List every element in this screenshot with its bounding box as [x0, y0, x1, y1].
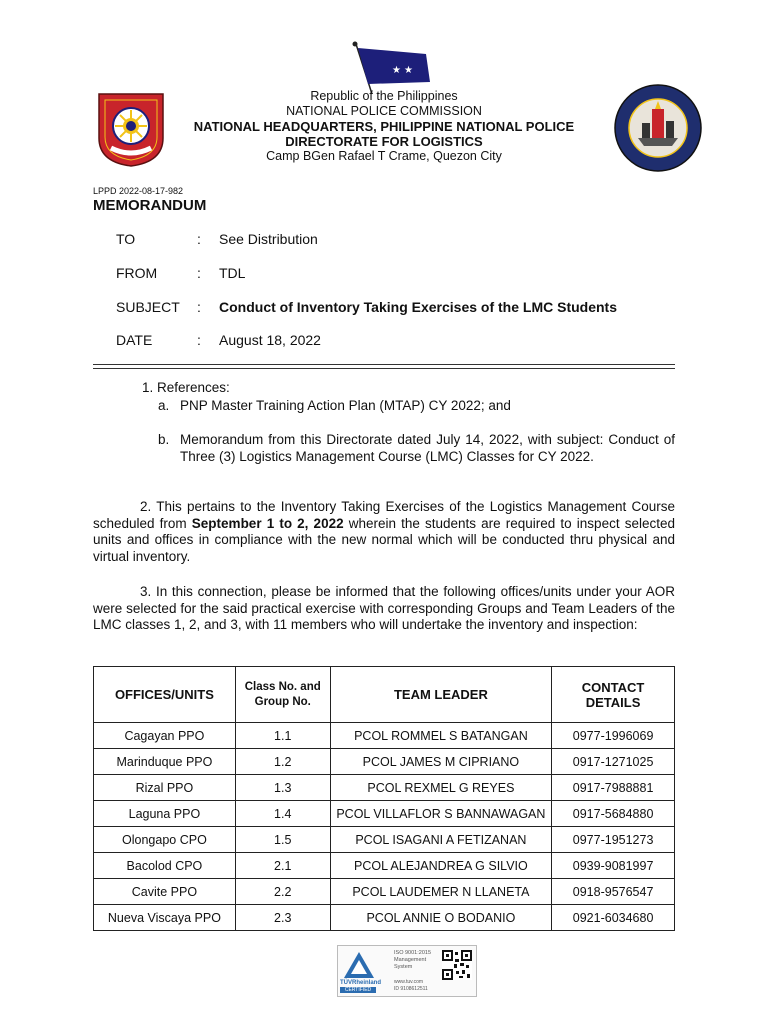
col-header-offices: OFFICES/UNITS: [94, 667, 236, 723]
col-header-team-leader: TEAM LEADER: [330, 667, 552, 723]
certified-label: CERTIFIED: [340, 987, 376, 993]
cell-contact: 0977-1996069: [552, 723, 675, 749]
table-row: [94, 775, 675, 801]
cell-office: Marinduque PPO: [94, 749, 236, 775]
cell-group: 1.1: [235, 723, 330, 749]
to-colon: :: [197, 231, 201, 247]
table-row: [94, 749, 675, 775]
cell-office: Bacolod CPO: [94, 853, 236, 879]
paragraph-2-end: wherein the students are required to inspect selected units and offices in compliance with the new normal which will be conducted thru physical and virtual inventory.: [93, 515, 675, 564]
date-label: DATE: [116, 332, 153, 348]
iso-text: [394, 950, 431, 971]
cell-office: Cavite PPO: [94, 879, 236, 905]
cell-office: Nueva Viscaya PPO: [94, 905, 236, 931]
header-address: Camp BGen Rafael T Crame, Quezon City: [266, 149, 502, 163]
cell-contact: 0917-5684880: [552, 801, 675, 827]
col-header-class-line1: Class No. and: [244, 680, 321, 693]
table-row: [94, 801, 675, 827]
paragraph-2: [93, 499, 675, 565]
cell-leader: PCOL VILLAFLOR S BANNAWAGAN: [330, 801, 552, 827]
cell-leader: PCOL LAUDEMER N LLANETA: [330, 879, 552, 905]
cell-office: Olongapo CPO: [94, 827, 236, 853]
col-header-contact: [552, 667, 675, 723]
cell-leader: PCOL REXMEL G REYES: [330, 775, 552, 801]
cell-contact: 0918-9576547: [552, 879, 675, 905]
table-row: [94, 905, 675, 931]
header-nhq: NATIONAL HEADQUARTERS, PHILIPPINE NATIONAL POLICE: [193, 119, 575, 134]
cell-leader: PCOL ALEJANDREA G SILVIO: [330, 853, 552, 879]
reference-a-marker: a.: [158, 398, 170, 413]
cert-id: ID 9108612511: [394, 986, 428, 992]
cell-group: 1.3: [235, 775, 330, 801]
iso-line-2: Management: [394, 957, 427, 963]
tuv-triangle-icon: [342, 950, 376, 980]
cell-contact: 0977-1951273: [552, 827, 675, 853]
subject-colon: :: [197, 299, 201, 315]
cert-id-text: [394, 979, 428, 993]
divider-bottom: [93, 368, 675, 369]
cell-office: Laguna PPO: [94, 801, 236, 827]
col-header-class-group: [235, 667, 330, 723]
cell-group: 1.5: [235, 827, 330, 853]
table-row: [94, 827, 675, 853]
subject-value: Conduct of Inventory Taking Exercises of the LMC Students: [219, 299, 618, 315]
col-header-contact-line1: CONTACT: [581, 679, 645, 695]
iso-line-3: System: [394, 964, 413, 970]
svg-text:★: ★: [404, 65, 413, 76]
references-heading: 1. References:: [142, 380, 230, 395]
divider-top: [93, 364, 675, 365]
memo-title: MEMORANDUM: [93, 197, 207, 214]
cell-contact: 0921-6034680: [552, 905, 675, 931]
to-label: TO: [116, 231, 136, 247]
date-colon: :: [197, 332, 201, 348]
col-header-class-line2: Group No.: [254, 695, 311, 708]
reference-number: LPPD 2022-08-17-982: [93, 186, 184, 196]
table-row: [94, 853, 675, 879]
flag-icon: [346, 40, 436, 95]
cell-group: 2.3: [235, 905, 330, 931]
cert-url: www.tuv.com: [394, 979, 424, 985]
tuv-brand: TÜVRheinland: [340, 980, 382, 986]
iso-line-1: ISO 9001:2015: [394, 950, 432, 956]
cell-office: Rizal PPO: [94, 775, 236, 801]
to-value: See Distribution: [219, 231, 318, 247]
cell-leader: PCOL ANNIE O BODANIO: [330, 905, 552, 931]
table-row: [94, 879, 675, 905]
distribution-table: [93, 666, 675, 931]
svg-text:★: ★: [392, 65, 401, 76]
cell-contact: 0917-1271025: [552, 749, 675, 775]
cell-contact: 0917-7988881: [552, 775, 675, 801]
subject-label: SUBJECT: [116, 299, 180, 315]
from-colon: :: [197, 265, 201, 281]
reference-a: PNP Master Training Action Plan (MTAP) CY 2022; and: [180, 398, 511, 413]
paragraph-3: 3. In this connection, please be informed that the following offices/units under your AOR were selected for the said practical exercise with corresponding Groups and Team Leaders of the LMC classes 1, 2, and 3, with 11 members who will undertake the inventory and inspection:: [93, 584, 675, 632]
qr-code-icon: [442, 950, 472, 980]
col-header-contact-line2: DETAILS: [585, 694, 641, 710]
cell-leader: PCOL ISAGANI A FETIZANAN: [330, 827, 552, 853]
cell-leader: PCOL JAMES M CIPRIANO: [330, 749, 552, 775]
table-row: [94, 723, 675, 749]
reference-b-marker: b.: [158, 432, 170, 447]
date-value: August 18, 2022: [219, 332, 321, 348]
cell-group: 1.4: [235, 801, 330, 827]
cell-group: 1.2: [235, 749, 330, 775]
from-label: FROM: [116, 265, 158, 281]
reference-b: Memorandum from this Directorate dated July 14, 2022, with subject: Conduct of Three (3) Logistics Management Course (LMC) Classes for CY 2022.: [180, 432, 675, 464]
table-header-row: [94, 667, 675, 723]
from-value: TDL: [219, 265, 246, 281]
cell-leader: PCOL ROMMEL S BATANGAN: [330, 723, 552, 749]
cell-contact: 0939-9081997: [552, 853, 675, 879]
iso-certification-badge: [337, 945, 477, 997]
cell-group: 2.1: [235, 853, 330, 879]
header-republic: Republic of the Philippines: [310, 89, 458, 103]
paragraph-2-start: 2. This pertains to the Inventory Taking Exercises of the Logistics Management Course scheduled from: [93, 499, 675, 531]
header-directorate: DIRECTORATE FOR LOGISTICS: [285, 134, 483, 149]
cell-group: 2.2: [235, 879, 330, 905]
paragraph-2-dates: September 1 to 2, 2022: [191, 515, 344, 531]
cell-office: Cagayan PPO: [94, 723, 236, 749]
header-napolcom: NATIONAL POLICE COMMISSION: [286, 104, 482, 118]
